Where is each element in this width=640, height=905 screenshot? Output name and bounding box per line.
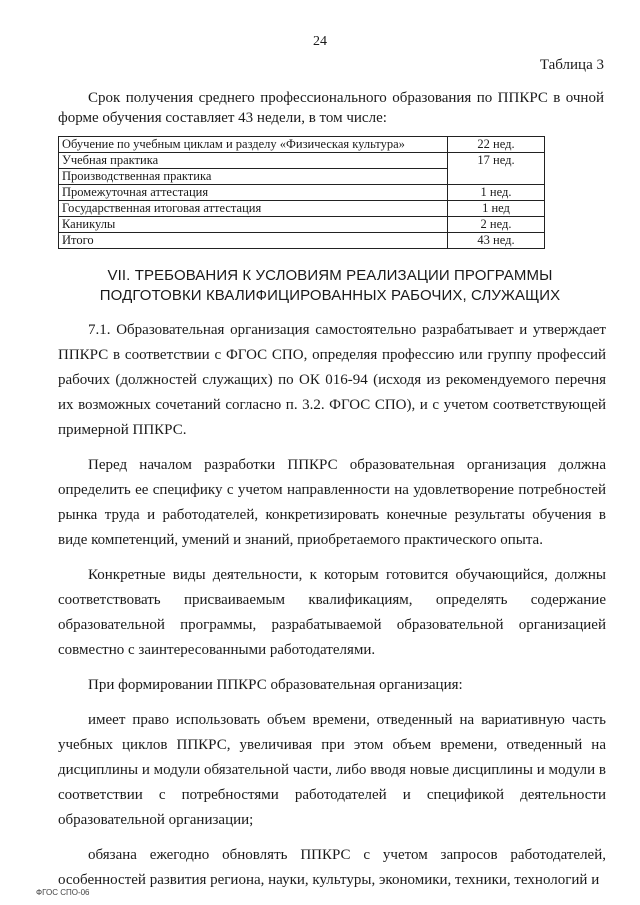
table-row [59,137,545,153]
table-row [59,185,545,201]
table-row [59,233,545,249]
section-heading-line: VII. ТРЕБОВАНИЯ К УСЛОВИЯМ РЕАЛИЗАЦИИ ПРОГРАММЫ [107,267,553,284]
table-row-label: Производственная практика [59,169,448,185]
paragraph: Конкретные виды деятельности, к которым готовится обучающийся, должны соответствовать присваиваемым квалификациям, определять содержание образовательной программы, разрабатываемой образовательной организацией совместно с заинтересованными работодателями. [58,567,606,658]
table-row-label: Каникулы [59,217,448,233]
table-row-value: 1 нед. [448,185,545,201]
table-row-label: Итого [59,233,448,249]
table-row-label: Государственная итоговая аттестация [59,201,448,217]
table-row-value: 1 нед [448,201,545,217]
footer-code: ФГОС СПО-06 [36,888,90,897]
table-row [59,201,545,217]
table-row-label: Обучение по учебным циклам и разделу «Физическая культура» [59,137,448,153]
body-text [58,318,606,903]
paragraph: 7.1. Образовательная организация самостоятельно разрабатывает и утверждает ППКРС в соответствии с ФГОС СПО, определяя профессию или группу профессий рабочих (должностей служащих) по ОК 016-94 (исходя из рекомендуемого перечня их возможных сочетаний согласно п. 3.2. ФГОС СПО), и с учетом соответствующей примерной ППКРС. [58,322,606,438]
table-row-value: 22 нед. [448,137,545,153]
page-number: 24 [313,34,327,49]
table-row-label: Учебная практика [59,153,448,169]
table-row-label: Промежуточная аттестация [59,185,448,201]
table-row-value: 43 нед. [448,233,545,249]
paragraph: обязана ежегодно обновлять ППКРС с учетом запросов работодателей, особенностей развития региона, науки, культуры, экономики, техники, технологий и [58,847,606,888]
table-row [59,217,545,233]
paragraph: Перед началом разработки ППКРС образовательная организация должна определить ее специфику с учетом направленности на удовлетворение потребностей рынка труда и работодателей, конкретизировать конечные результаты обучения в виде компетенций, умений и знаний, приобретаемого практического опыта. [58,457,606,548]
table-row-value: 2 нед. [448,217,545,233]
intro-paragraph: Срок получения среднего профессионального образования по ППКРС в очной форме обучения составляет 43 недели, в том числе: [58,90,604,126]
table-row-value: 17 нед. [448,153,545,185]
section-heading [40,266,620,306]
paragraph: При формировании ППКРС образовательная организация: [88,677,463,693]
section-heading-line: ПОДГОТОВКИ КВАЛИФИЦИРОВАННЫХ РАБОЧИХ, СЛУЖАЩИХ [99,287,561,304]
table-label: Таблица 3 [539,57,604,73]
duration-table [58,136,545,249]
table-row [59,153,545,169]
paragraph: имеет право использовать объем времени, отведенный на вариативную часть учебных циклов ППКРС, увеличивая при этом объем времени, отведенный на дисциплины и модули обязательной части, либо вводя новые дисциплины и модули в соответствии с потребностями работодателей и спецификой деятельности образовательной организации; [58,712,606,828]
